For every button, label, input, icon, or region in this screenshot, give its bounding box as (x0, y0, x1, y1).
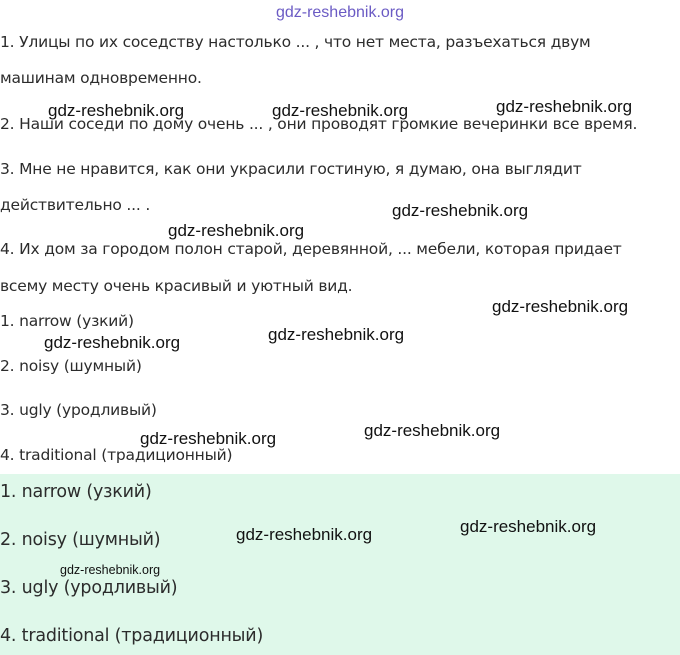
answers-panel (0, 474, 680, 655)
exercise-line-1: 1. Улицы по их соседству настолько ... , что нет места, разъехаться двум (0, 33, 591, 51)
watermark: gdz-reshebnik.org (460, 517, 597, 536)
answer-item-3: 3. ugly (уродливый) (0, 578, 178, 598)
answer-item-2: 2. noisy (шумный) (0, 530, 161, 550)
exercise-line-4: 4. Их дом за городом полон старой, деревянной, ... мебели, которая придает (0, 240, 622, 258)
watermark: gdz-reshebnik.org (392, 201, 529, 220)
watermark: gdz-reshebnik.org (44, 333, 181, 352)
site-header: gdz-reshebnik.org (275, 4, 405, 21)
watermark: gdz-reshebnik.org (236, 525, 373, 544)
exercise-line-1-continued: машинам одновременно. (0, 69, 202, 87)
option-item-3: 3. ugly (уродливый) (0, 401, 157, 419)
answer-item-1: 1. narrow (узкий) (0, 482, 152, 502)
watermark: gdz-reshebnik.org (140, 429, 277, 448)
watermark: gdz-reshebnik.org (48, 101, 185, 120)
watermark: gdz-reshebnik.org (272, 101, 409, 120)
option-item-2: 2. noisy (шумный) (0, 357, 142, 375)
watermark: gdz-reshebnik.org (364, 421, 501, 440)
watermark: gdz-reshebnik.org (60, 563, 161, 577)
exercise-line-4-continued: всему месту очень красивый и уютный вид. (0, 277, 353, 295)
option-item-4: 4. traditional (традиционный) (0, 446, 233, 464)
answer-item-4: 4. traditional (традиционный) (0, 626, 264, 646)
watermark: gdz-reshebnik.org (496, 97, 633, 116)
exercise-line-2: 2. Наши соседи по дому очень ... , они проводят громкие вечеринки все время. (0, 115, 638, 133)
watermark: gdz-reshebnik.org (268, 325, 405, 344)
watermark: gdz-reshebnik.org (168, 221, 305, 240)
watermark: gdz-reshebnik.org (492, 297, 629, 316)
option-item-1: 1. narrow (узкий) (0, 312, 134, 330)
exercise-line-3: 3. Мне не нравится, как они украсили гостиную, я думаю, она выглядит (0, 160, 582, 178)
exercise-line-3-continued: действительно ... . (0, 196, 151, 214)
